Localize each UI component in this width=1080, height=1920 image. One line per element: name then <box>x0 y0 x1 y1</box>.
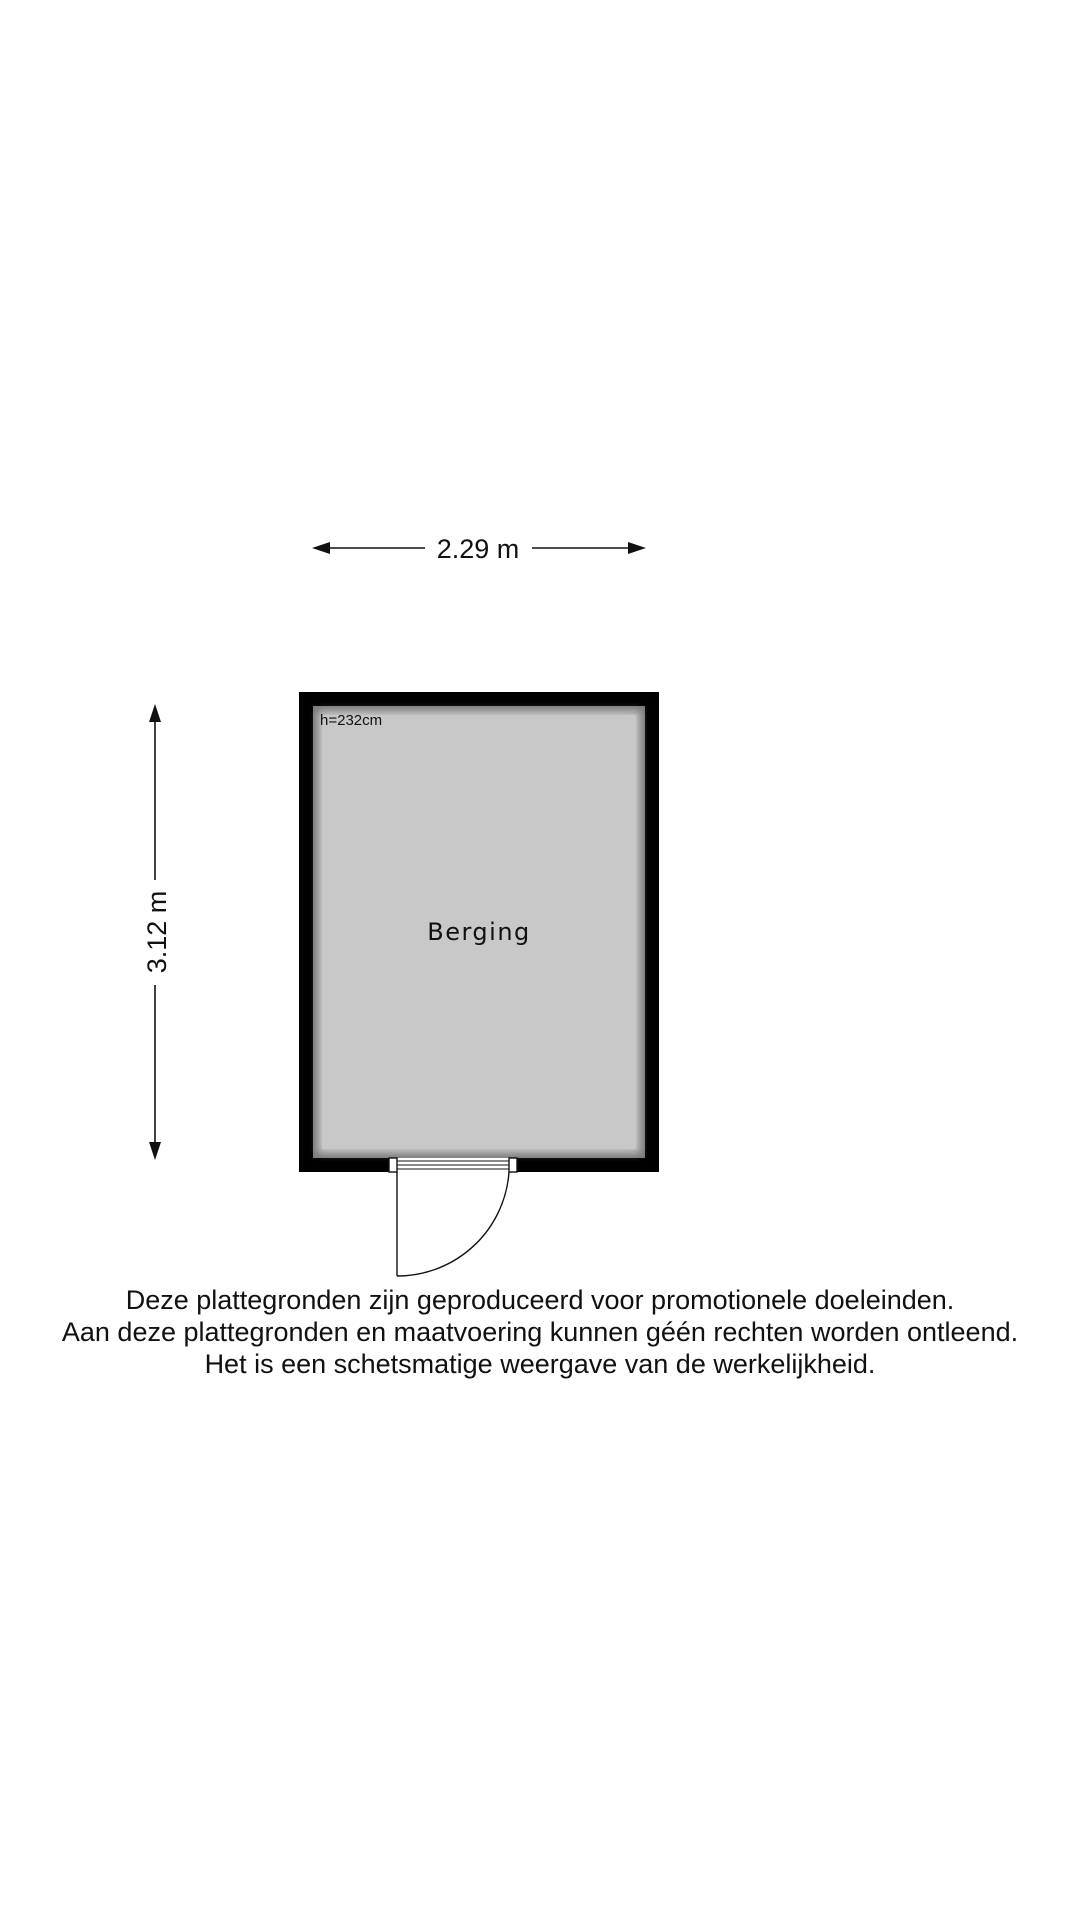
depth-dimension-label: 3.12 m <box>142 890 172 974</box>
disclaimer <box>0 1284 1080 1380</box>
disclaimer-line-1: Deze plattegronden zijn geproduceerd voor promotionele doeleinden. <box>125 1285 955 1315</box>
arrow-down-icon <box>149 1142 161 1160</box>
room-berging <box>299 692 659 1276</box>
door-swing-arc <box>397 1172 509 1276</box>
disclaimer-line-2: Aan deze plattegronden en maatvoering kunnen géén rechten worden ontleend. <box>61 1317 1019 1347</box>
arrow-right-icon <box>628 542 646 554</box>
width-dimension <box>312 534 646 564</box>
room-height-label: h=232cm <box>320 712 383 729</box>
disclaimer-line-3: Het is een schetsmatige weergave van de werkelijkheid. <box>204 1349 876 1379</box>
door-jamb-right <box>509 1158 517 1172</box>
arrow-left-icon <box>312 542 330 554</box>
arrow-up-icon <box>149 704 161 722</box>
depth-dimension <box>142 704 172 1160</box>
width-dimension-label: 2.29 m <box>436 534 520 564</box>
door-jamb-left <box>389 1158 397 1172</box>
room-name-label: Berging <box>427 918 531 946</box>
